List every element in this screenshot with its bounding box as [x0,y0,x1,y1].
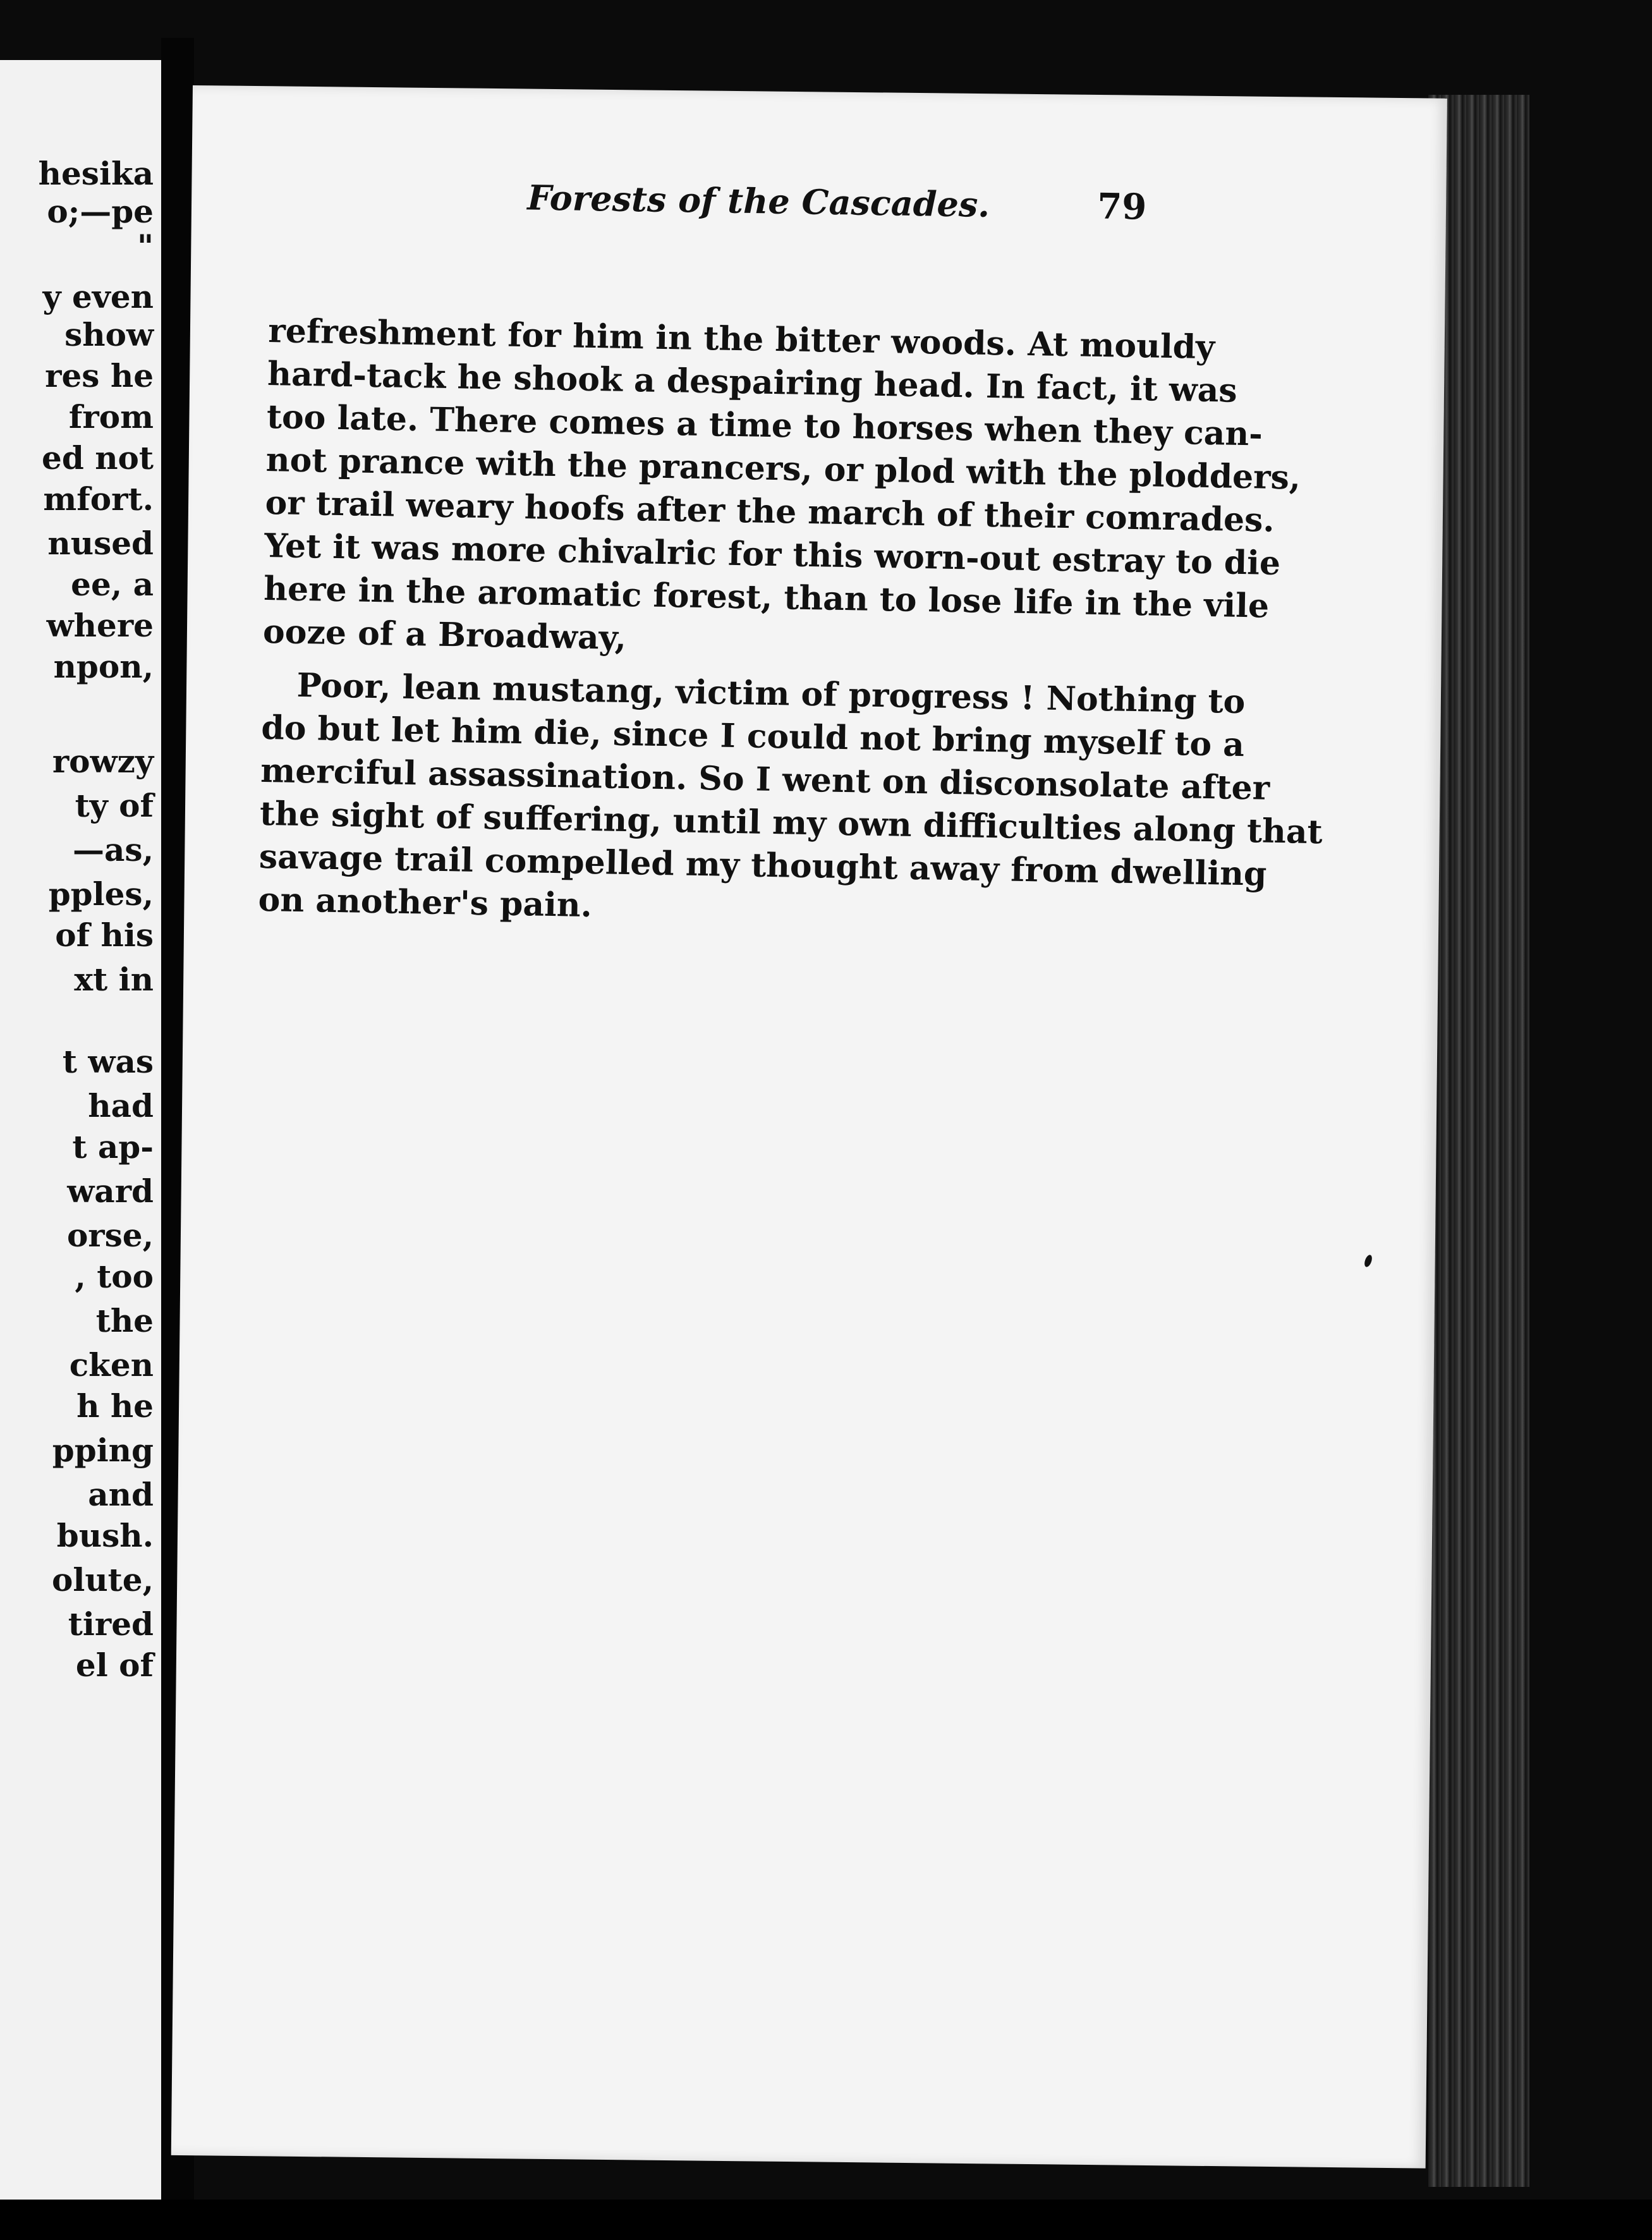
left-page-text-fragment: show [64,316,154,353]
left-page-text-fragment: —as, [73,831,154,868]
left-page-text-fragment: npon, [53,648,154,685]
left-page-text-fragment: ty of [75,787,154,824]
left-page-text-fragment: olute, [51,1561,154,1598]
page-body-text [258,310,1323,938]
left-page-lines [0,60,161,2200]
left-page-text-fragment: y even [42,278,154,315]
page-number: 79 [1096,185,1147,228]
left-page-fragment [0,60,165,2200]
left-page-text-fragment: orse, [66,1217,154,1254]
left-page-text-fragment: of his [55,916,154,954]
left-page-text-fragment: tired [68,1605,154,1643]
text-line: on another's pain. [258,880,593,925]
text-line: hard-tack he shook a despairing head. In fact, it was [267,354,1238,410]
left-page-text-fragment: pping [52,1432,154,1469]
text-line: or trail weary hoofs after the march of their comrades. [265,483,1275,540]
left-page-text-fragment: ward [67,1172,154,1210]
left-page-text-fragment: where [46,607,154,644]
left-page-text-fragment: hesika [38,155,154,192]
left-page-text-fragment: t ap- [72,1128,154,1166]
text-line: Poor, lean mustang, victim of progress ! Nothing to [296,666,1246,722]
left-page-text-fragment: res he [45,357,154,394]
left-page-text-fragment: o;—pe [47,193,154,230]
left-page-text-fragment: from [68,398,154,435]
text-line: do but let him die, since I could not bring myself to a [260,708,1245,765]
left-page-text-fragment: mfort. [43,480,154,518]
text-line: savage trail compelled my thought away from dwelling [258,837,1267,894]
scan-border [0,2200,1652,2240]
left-page-text-fragment: had [88,1087,154,1124]
left-page-text-fragment: and [88,1476,154,1513]
left-page-text-fragment: bush. [56,1517,154,1554]
text-line: not prance with the prancers, or plod with the plodders, [265,440,1301,497]
left-page-text-fragment: xt in [74,961,154,998]
left-page-text-fragment: ee, a [71,566,154,603]
left-page-text-fragment: the [95,1302,154,1339]
text-line: refreshment for him in the bitter woods. At mouldy [267,311,1215,367]
text-line: the sight of suffering, until my own difficulties along that [259,794,1323,852]
text-line: here in the aromatic forest, than to lose life in the vile [263,569,1270,626]
left-page-text-fragment: " [137,228,154,265]
left-page-text-fragment: rowzy [52,743,154,780]
left-page-text-fragment: nused [47,525,154,562]
text-line: ooze of a Broadway, [262,612,627,657]
left-page-text-fragment: ed not [42,439,154,477]
running-head-title: Forests of the Cascades. [526,177,990,225]
left-page-text-fragment: t was [62,1043,154,1080]
text-line: too late. There comes a time to horses when they can- [266,397,1263,454]
text-line: merciful assassination. So I went on disconsolate after [260,751,1270,808]
left-page-text-fragment: el of [75,1647,154,1684]
left-page-text-fragment: , too [75,1258,154,1295]
left-page-text-fragment: pples, [48,875,154,913]
left-page-text-fragment: h he [76,1387,154,1425]
left-page-text-fragment: cken [69,1346,154,1384]
text-line: Yet it was more chivalric for this worn-out estray to die [264,526,1281,583]
